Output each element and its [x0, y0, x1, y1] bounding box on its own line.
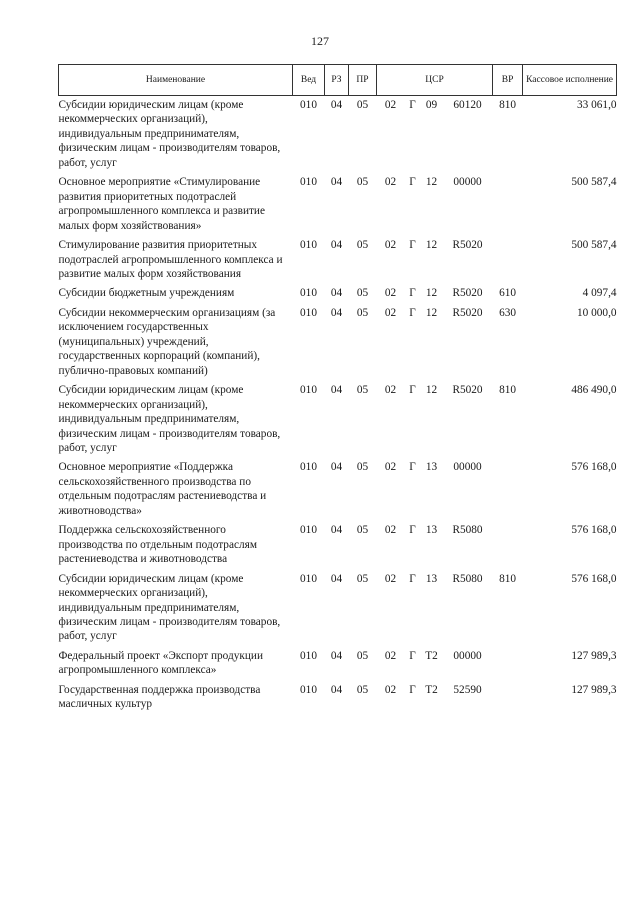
header-exec: Кассовое исполнение — [523, 65, 617, 96]
row-csr-program: 02 — [384, 306, 397, 319]
table-row — [59, 460, 617, 523]
row-csr-program: 02 — [384, 572, 397, 585]
row-csr-direction: R5020 — [452, 384, 483, 397]
row-csr-program: 02 — [384, 649, 397, 662]
row-ved: 010 — [300, 649, 317, 662]
row-name: Стимулирование развития приоритетных подотраслей агропромышленного комплекса и развитие малых форм хозяйствования — [58, 239, 283, 280]
row-vr — [493, 649, 523, 683]
row-rz: 04 — [330, 239, 343, 252]
row-rz: 04 — [330, 99, 343, 111]
row-csr-direction: R5020 — [452, 306, 483, 319]
row-csr-direction: 60120 — [453, 99, 482, 111]
row-vr — [493, 460, 523, 523]
header-pr: ПР — [349, 65, 377, 96]
row-pr: 05 — [356, 306, 369, 319]
row-amount: 33 061,0 — [577, 99, 617, 111]
row-csr-direction: 00000 — [453, 461, 482, 474]
row-csr-event: 13 — [425, 524, 438, 537]
row-csr-subprogram: Г — [409, 239, 416, 252]
row-pr: 05 — [356, 572, 369, 585]
row-csr-direction: 00000 — [453, 176, 482, 189]
row-csr-program: 02 — [384, 461, 397, 474]
row-csr-direction: 00000 — [453, 649, 482, 662]
row-vr: 630 — [499, 306, 517, 319]
row-rz: 04 — [330, 306, 343, 319]
row-vr: 810 — [499, 99, 517, 111]
row-name: Основное мероприятие «Поддержка сельскохозяйственного производства по отдельным подотраслям растениеводства и животноводства» — [58, 461, 267, 517]
row-csr-event: 12 — [425, 384, 438, 397]
row-csr-direction: R5080 — [452, 572, 483, 585]
row-ved: 010 — [300, 461, 317, 474]
row-csr-direction: R5080 — [452, 524, 483, 537]
row-csr-subprogram: Г — [409, 572, 416, 585]
budget-table — [58, 64, 617, 717]
row-vr — [493, 523, 523, 571]
table-row — [59, 383, 617, 460]
table-row — [59, 649, 617, 683]
row-pr: 05 — [356, 683, 369, 696]
row-rz: 04 — [330, 384, 343, 397]
row-csr-program: 02 — [384, 683, 397, 696]
row-csr-event: 12 — [425, 176, 438, 189]
row-rz: 04 — [330, 176, 343, 189]
row-csr-program: 02 — [384, 524, 397, 537]
row-csr-event: 12 — [425, 306, 438, 319]
row-name: Субсидии юридическим лицам (кроме некоммерческих организаций), индивидуальным предпринимателям, физическим лицам - производителям товаров, работ, услуг — [58, 384, 281, 454]
row-ved: 010 — [300, 287, 317, 300]
row-csr-event: 13 — [425, 572, 438, 585]
header-ved: Вед — [293, 65, 325, 96]
row-name: Основное мероприятие «Стимулирование развития приоритетных подотраслей агропромышленного комплекса и развитие малых форм хозяйствования» — [58, 176, 265, 232]
row-csr-program: 02 — [384, 176, 397, 189]
row-rz: 04 — [330, 683, 343, 696]
row-rz: 04 — [330, 649, 343, 662]
row-amount: 576 168,0 — [571, 461, 617, 474]
row-name: Поддержка сельскохозяйственного производства по отдельным подотраслям растениеводства и животноводства — [58, 524, 257, 566]
row-rz: 04 — [330, 461, 343, 474]
row-pr: 05 — [356, 176, 369, 189]
table-header-row — [59, 65, 617, 96]
row-csr-direction: R5020 — [452, 287, 483, 300]
row-vr — [493, 175, 523, 238]
row-csr-event: 12 — [425, 239, 438, 252]
row-pr: 05 — [356, 649, 369, 662]
row-pr: 05 — [356, 384, 369, 397]
row-csr-event: T2 — [425, 649, 438, 662]
row-vr — [493, 238, 523, 286]
row-csr-program: 02 — [384, 384, 397, 397]
table-body — [59, 96, 617, 717]
row-amount: 576 168,0 — [571, 572, 617, 585]
header-vr: ВР — [493, 65, 523, 96]
row-ved: 010 — [300, 524, 317, 537]
page-number: 127 — [311, 34, 329, 48]
table-row — [59, 238, 617, 286]
header-rz: РЗ — [325, 65, 349, 96]
row-name: Субсидии бюджетным учреждениям — [58, 287, 235, 300]
row-csr-subprogram: Г — [409, 384, 416, 397]
table-row — [59, 96, 617, 176]
table-row — [59, 175, 617, 238]
row-csr-event: T2 — [425, 683, 438, 696]
row-rz: 04 — [330, 572, 343, 585]
row-vr: 810 — [499, 384, 517, 397]
row-csr-subprogram: Г — [409, 461, 416, 474]
row-ved: 010 — [300, 572, 317, 585]
row-pr: 05 — [356, 239, 369, 252]
row-name: Субсидии юридическим лицам (кроме некоммерческих организаций), индивидуальным предпринимателям, физическим лицам - производителям товаров, работ, услуг — [58, 99, 281, 169]
row-csr-event: 09 — [425, 99, 438, 111]
row-vr — [493, 683, 523, 717]
table-row — [59, 572, 617, 649]
row-ved: 010 — [300, 239, 317, 252]
row-name: Федеральный проект «Экспорт продукции агропромышленного комплекса» — [58, 649, 264, 677]
row-amount: 127 989,3 — [571, 683, 617, 696]
row-vr: 610 — [499, 287, 517, 300]
table-row — [59, 306, 617, 383]
row-csr-subprogram: Г — [409, 176, 416, 189]
row-ved: 010 — [300, 99, 317, 111]
row-amount: 500 587,4 — [571, 176, 617, 189]
row-vr: 810 — [499, 572, 517, 585]
row-ved: 010 — [300, 683, 317, 696]
row-name: Субсидии юридическим лицам (кроме некоммерческих организаций), индивидуальным предпринимателям, физическим лицам - производителям товаров, работ, услуг — [58, 572, 281, 643]
row-csr-subprogram: Г — [409, 649, 416, 662]
row-csr-subprogram: Г — [409, 287, 416, 300]
row-csr-direction: 52590 — [453, 683, 482, 696]
header-csr: ЦСР — [377, 65, 493, 96]
table-row — [59, 683, 617, 717]
row-csr-program: 02 — [384, 287, 397, 300]
row-pr: 05 — [356, 461, 369, 474]
row-csr-program: 02 — [384, 99, 397, 111]
row-ved: 010 — [300, 306, 317, 319]
row-amount: 127 989,3 — [571, 649, 617, 662]
row-amount: 10 000,0 — [577, 306, 617, 319]
row-name: Субсидии некоммерческим организациям (за исключением государственных (муниципальных) учреждений, государственных корпораций (компаний), публично-правовых компаний) — [58, 306, 276, 377]
row-csr-program: 02 — [384, 239, 397, 252]
row-amount: 486 490,0 — [571, 384, 617, 397]
row-csr-event: 13 — [425, 461, 438, 474]
table-row — [59, 523, 617, 571]
row-pr: 05 — [356, 99, 369, 111]
table-row — [59, 286, 617, 305]
row-csr-subprogram: Г — [409, 306, 416, 319]
row-amount: 576 168,0 — [571, 524, 617, 537]
row-amount: 500 587,4 — [571, 239, 617, 252]
row-pr: 05 — [356, 524, 369, 537]
row-pr: 05 — [356, 287, 369, 300]
row-csr-subprogram: Г — [409, 683, 416, 696]
row-rz: 04 — [330, 524, 343, 537]
row-ved: 010 — [300, 176, 317, 189]
row-csr-direction: R5020 — [452, 239, 483, 252]
row-csr-subprogram: Г — [409, 99, 416, 111]
row-csr-event: 12 — [425, 287, 438, 300]
row-rz: 04 — [330, 287, 343, 300]
row-amount: 4 097,4 — [582, 287, 617, 300]
row-csr-subprogram: Г — [409, 524, 416, 537]
header-name: Наименование — [59, 65, 293, 96]
row-ved: 010 — [300, 384, 317, 397]
row-name: Государственная поддержка производства масличных культур — [58, 683, 261, 711]
